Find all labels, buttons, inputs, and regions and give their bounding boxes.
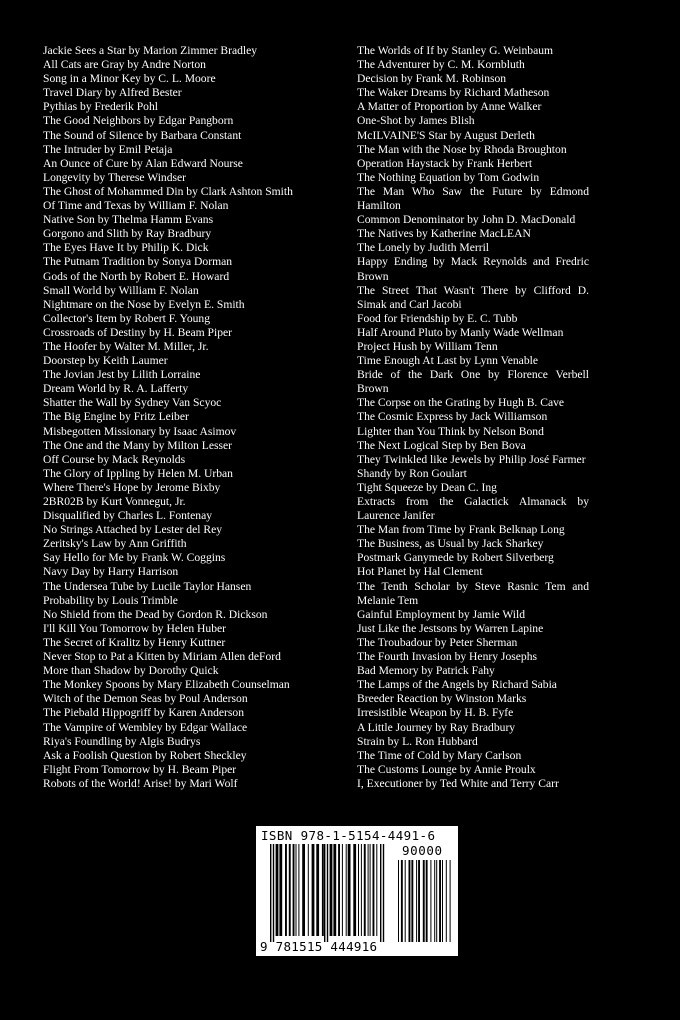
story-entry: The Time of Cold by Mary Carlson <box>357 748 522 762</box>
barcode-bar <box>302 844 305 936</box>
story-entry: Hot Planet by Hal Clement <box>357 565 483 579</box>
barcode-bar <box>353 844 356 936</box>
story-entry: The Monkey Spoons by Mary Elizabeth Counselman <box>43 678 290 692</box>
barcode-bar <box>330 844 333 936</box>
barcode-bar <box>308 844 309 936</box>
story-entry: Half Around Pluto by Manly Wade Wellman <box>357 325 564 339</box>
story-list-right <box>357 44 589 791</box>
barcode-bar <box>279 844 282 936</box>
story-entry: Ask a Foolish Question by Robert Sheckley <box>43 748 247 762</box>
story-entry: McILVAINE'S Star by August Derleth <box>357 128 535 142</box>
story-entry: The Putnam Tradition by Sonya Dorman <box>43 255 233 269</box>
barcode-bar <box>361 844 362 936</box>
story-list-left <box>43 44 339 791</box>
story-entry: Small World by William F. Nolan <box>43 283 199 297</box>
story-entry: I'll Kill You Tomorrow by Helen Huber <box>43 621 227 635</box>
barcode-bar <box>276 844 279 936</box>
story-entry: The Hoofer by Walter M. Miller, Jr. <box>43 339 209 353</box>
story-entry: Tight Squeeze by Dean C. Ing <box>357 480 497 494</box>
story-entry: Just Like the Jestsons by Warren Lapine <box>357 621 544 635</box>
barcode-bar <box>298 844 299 936</box>
story-entry: Say Hello for Me by Frank W. Coggins <box>43 551 226 565</box>
addon-bar <box>409 860 411 942</box>
story-entry: The Lamps of the Angels by Richard Sabia <box>357 678 557 692</box>
story-entry: Off Course by Mack Reynolds <box>43 452 186 466</box>
story-entry: Misbegotten Missionary by Isaac Asimov <box>43 424 237 438</box>
story-entry: Jackie Sees a Star by Marion Zimmer Bradley <box>43 44 258 57</box>
addon-bar <box>430 860 431 942</box>
story-entry: The Secret of Kralitz by Henry Kuttner <box>43 635 226 649</box>
story-entry: Of Time and Texas by William F. Nolan <box>43 199 229 213</box>
story-entry: Travel Diary by Alfred Bester <box>43 86 182 100</box>
barcode-bar <box>289 844 291 936</box>
story-entry: Extracts from the Galactick Almanack by Laurence Janifer <box>357 495 589 523</box>
story-entry: The Next Logical Step by Ben Bova <box>357 438 526 452</box>
story-entry: The Sound of Silence by Barbara Constant <box>43 128 242 142</box>
story-entry: The Tenth Scholar by Steve Rasnic Tem and Melanie Tem <box>357 579 589 607</box>
story-entry: Common Denominator by John D. MacDonald <box>357 213 576 227</box>
story-entry: Robots of the World! Arise! by Mari Wolf <box>43 776 238 790</box>
story-entry: Project Hush by William Tenn <box>357 339 498 353</box>
story-entry: Probability by Louis Trimble <box>43 593 178 607</box>
story-entry: A Matter of Proportion by Anne Walker <box>357 100 542 114</box>
barcode-bar <box>373 844 375 936</box>
story-entry: The Natives by Katherine MacLEAN <box>357 227 531 241</box>
addon-bar <box>423 860 425 942</box>
story-entry: The Vampire of Wembley by Edgar Wallace <box>43 720 248 734</box>
story-entry: Shandy by Ron Goulart <box>357 466 467 480</box>
barcode-bar <box>368 844 369 936</box>
story-entry: Longevity by Therese Windser <box>43 170 187 184</box>
story-entry: More than Shadow by Dorothy Quick <box>43 664 219 678</box>
story-entry: Never Stop to Pat a Kitten by Miriam Allen deFord <box>43 650 281 664</box>
story-entry: The Big Engine by Fritz Leiber <box>43 410 189 424</box>
story-entry: Operation Haystack by Frank Herbert <box>357 156 533 170</box>
story-entry: The Glory of Ippling by Helen M. Urban <box>43 466 233 480</box>
story-entry: The Man with the Nose by Rhoda Broughton <box>357 142 567 156</box>
story-entry: Dream World by R. A. Lafferty <box>43 382 189 396</box>
story-entry: The Lonely by Judith Merril <box>357 241 490 255</box>
addon-bar <box>434 860 435 942</box>
story-entry: Song in a Minor Key by C. L. Moore <box>43 72 216 86</box>
story-entry: The Man Who Saw the Future by Edmond Hamilton <box>357 184 589 213</box>
barcode-guard <box>324 844 325 942</box>
story-entry: Nightmare on the Nose by Evelyn E. Smith <box>43 297 245 311</box>
story-entry: Disqualified by Charles L. Fontenay <box>43 509 213 523</box>
story-entry: An Ounce of Cure by Alan Edward Nourse <box>43 156 243 170</box>
story-entry: All Cats are Gray by Andre Norton <box>43 58 206 72</box>
barcode-bar <box>338 844 340 936</box>
addon-bar <box>446 860 447 942</box>
story-entry: The Cosmic Express by Jack Williamson <box>357 410 548 424</box>
addon-bar <box>398 860 399 942</box>
story-entry: Native Son by Thelma Hamm Evans <box>43 213 214 227</box>
story-entry: The Adventurer by C. M. Kornbluth <box>357 58 525 72</box>
addon-bar <box>426 860 428 942</box>
addon-bar <box>450 860 451 942</box>
barcode-guard <box>380 844 381 942</box>
story-entry: The Ghost of Mohammed Din by Clark Ashton Smith <box>43 184 293 198</box>
story-entry: No Strings Attached by Lester del Rey <box>43 523 223 537</box>
story-entry: Zeritsky's Law by Ann Griffith <box>43 537 187 551</box>
isbn-barcode <box>256 826 458 956</box>
story-entry: Irresistible Weapon by H. B. Fyfe <box>357 706 514 720</box>
story-entry: The Eyes Have It by Philip K. Dick <box>43 241 209 255</box>
story-entry: Strain by L. Ron Hubbard <box>357 734 478 748</box>
story-entry: The Fourth Invasion by Henry Josephs <box>357 650 538 664</box>
barcode-guard <box>383 844 384 942</box>
story-entry: The Good Neighbors by Edgar Pangborn <box>43 114 234 128</box>
story-entry: The Jovian Jest by Lilith Lorraine <box>43 368 201 382</box>
story-entry: The Nothing Equation by Tom Godwin <box>357 170 540 184</box>
story-entry: The Customs Lounge by Annie Proulx <box>357 762 536 776</box>
barcode-bar <box>285 844 287 936</box>
story-entry: They Twinkled like Jewels by Philip José Farmer <box>357 452 586 466</box>
barcode-bar <box>293 844 295 936</box>
story-entry: I, Executioner by Ted White and Terry Carr <box>357 776 559 790</box>
story-entry: Decision by Frank M. Robinson <box>357 72 507 86</box>
story-entry: The Man from Time by Frank Belknap Long <box>357 523 565 537</box>
story-entry: Food for Friendship by E. C. Tubb <box>357 311 518 325</box>
story-entry: Gorgono and Slith by Ray Bradbury <box>43 227 212 241</box>
barcode-bar <box>370 844 371 936</box>
story-entry: Flight From Tomorrow by H. Beam Piper <box>43 762 237 776</box>
barcode-bar <box>364 844 366 936</box>
story-entry: The Corpse on the Grating by Hugh B. Cave <box>357 396 565 410</box>
addon-bar <box>401 860 403 942</box>
addon-bar <box>418 860 420 942</box>
story-entry: Crossroads of Destiny by H. Beam Piper <box>43 325 233 339</box>
story-entry: The Troubadour by Peter Sherman <box>357 635 518 649</box>
barcode-bar <box>348 844 351 936</box>
story-entry: Doorstep by Keith Laumer <box>43 354 168 368</box>
barcode-bar <box>346 844 347 936</box>
story-entry: Pythias by Frederik Pohl <box>43 100 158 114</box>
barcode-digits: 9 781515 444916 <box>260 939 378 954</box>
story-entry: Riya's Foundling by Algis Budrys <box>43 734 201 748</box>
story-entry: The Business, as Usual by Jack Sharkey <box>357 537 544 551</box>
story-entry: Gainful Employment by Jamie Wild <box>357 607 526 621</box>
barcode-guard <box>270 844 271 942</box>
story-entry: 2BR02B by Kurt Vonnegut, Jr. <box>43 495 186 508</box>
price-code: 90000 <box>402 843 443 858</box>
barcode-bar <box>296 844 297 936</box>
story-entry: One-Shot by James Blish <box>357 114 475 128</box>
story-entry: The Street That Wasn't There by Clifford D. Simak and Carl Jacobi <box>357 283 589 311</box>
story-entry: Where There's Hope by Jerome Bixby <box>43 480 221 494</box>
story-entry: No Shield from the Dead by Gordon R. Dickson <box>43 607 268 621</box>
addon-bar <box>436 860 437 942</box>
story-entry: Navy Day by Harry Harrison <box>43 565 179 579</box>
addon-bar <box>411 860 413 942</box>
story-entry: Collector's Item by Robert F. Young <box>43 311 211 325</box>
story-entry: A Little Journey by Ray Bradbury <box>357 720 516 734</box>
story-entry: The One and the Many by Milton Lesser <box>43 438 232 452</box>
barcode-bar <box>322 844 324 936</box>
barcode-guard <box>273 844 274 942</box>
story-entry: Shatter the Wall by Sydney Van Scyoc <box>43 396 222 410</box>
barcode-bar <box>316 844 319 936</box>
story-entry: The Undersea Tube by Lucile Taylor Hansen <box>43 579 252 593</box>
addon-bar <box>442 860 443 942</box>
addon-bar <box>439 860 441 942</box>
story-entry: Gods of the North by Robert E. Howard <box>43 269 230 283</box>
story-entry: Witch of the Demon Seas by Poul Anderson <box>43 692 248 706</box>
isbn-label: ISBN 978-1-5154-4491-6 <box>261 828 436 843</box>
story-entry: The Waker Dreams by Richard Matheson <box>357 86 550 100</box>
addon-bar <box>416 860 417 942</box>
barcode-bar <box>312 844 315 936</box>
story-entry: Lighter than You Think by Nelson Bond <box>357 424 544 438</box>
story-entry: The Worlds of If by Stanley G. Weinbaum <box>357 44 554 57</box>
barcode-bar <box>333 844 336 936</box>
story-entry: Bride of the Dark One by Florence Verbell Brown <box>357 368 589 396</box>
story-entry: The Piebald Hippogriff by Karen Anderson <box>43 706 245 720</box>
story-entry: Postmark Ganymede by Robert Silverberg <box>357 551 554 565</box>
story-entry: Happy Ending by Mack Reynolds and Fredric Brown <box>357 255 589 283</box>
barcode-bar <box>358 844 359 936</box>
story-entry: The Intruder by Emil Petaja <box>43 142 173 156</box>
story-entry: Time Enough At Last by Lynn Venable <box>357 354 538 368</box>
barcode-bar <box>376 844 377 936</box>
barcode-guard <box>327 844 328 942</box>
barcode-bar <box>342 844 343 936</box>
addon-bar <box>405 860 406 942</box>
story-entry: Breeder Reaction by Winston Marks <box>357 692 527 706</box>
story-entry: Bad Memory by Patrick Fahy <box>357 664 495 678</box>
